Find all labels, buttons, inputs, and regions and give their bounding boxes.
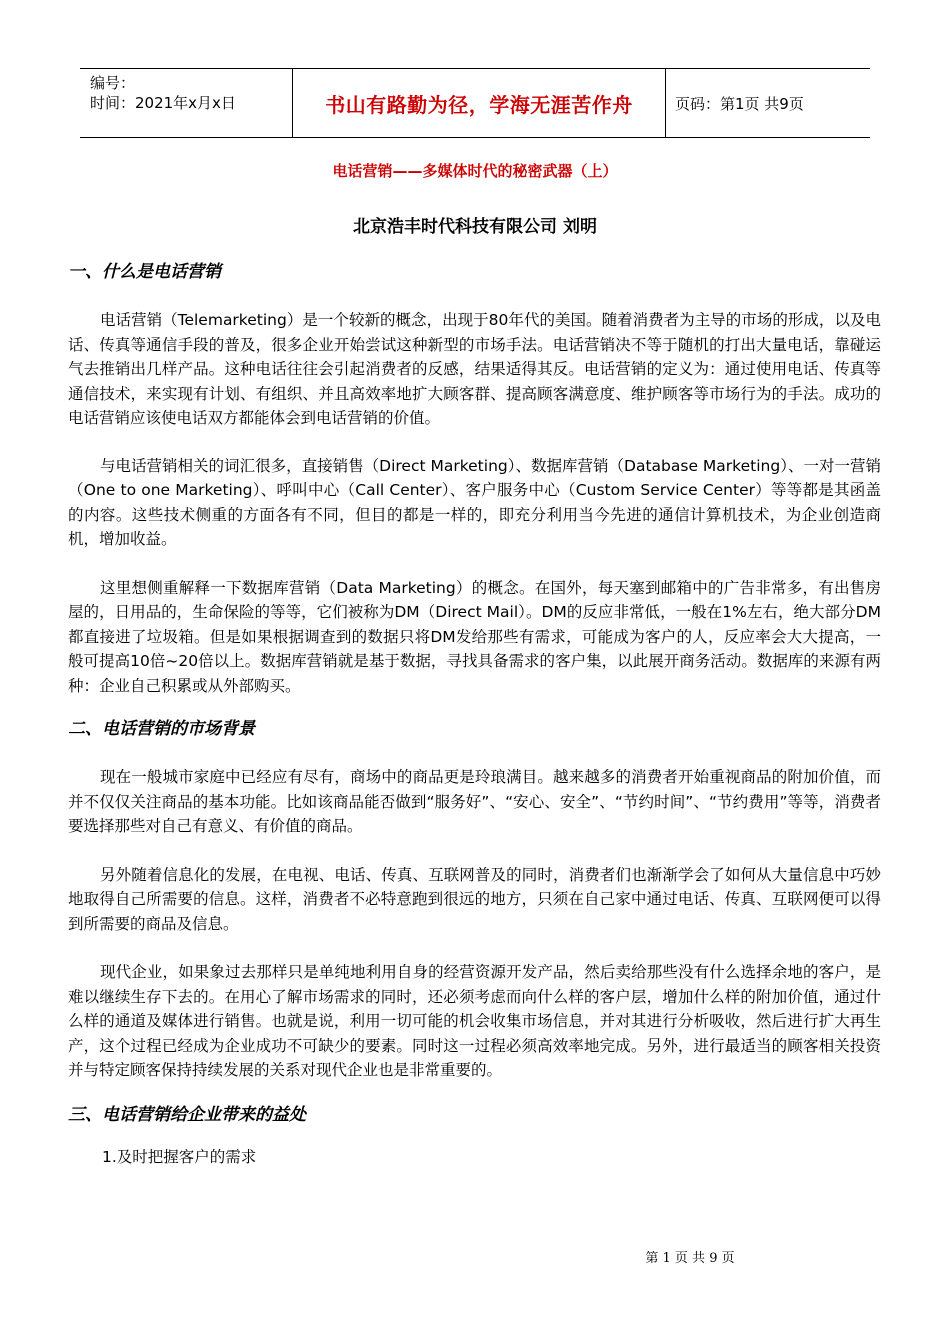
document-author: 北京浩丰时代科技有限公司 刘明	[353, 217, 597, 237]
section-heading: 一、什么是电话营销	[68, 262, 221, 282]
paragraph: 与电话营销相关的词汇很多，直接销售（Direct Marketing）、数据库营销（Database Marketing）、一对一营销（One to one Marketing）、呼叫中心（Call Center）、客户服务中心（Custom Service Center）等等都是其函盖的内容。这些技术侧重的方面各有不同，但目的都是一样的，即充分利用当今先进的通信计算机技术，为企业创造商机，增加收益。	[68, 456, 881, 548]
paragraph: 现代企业，如果象过去那样只是单纯地利用自身的经营资源开发产品，然后卖给那些没有什么选择余地的客户，是难以继续生存下去的。在用心了解市场需求的同时，还必须考虑而向什么样的客户层，增加什么样的附加价值，通过什么样的通道及媒体进行销售。也就是说，利用一切可能的机会收集市场信息，并对其进行分析吸收，然后进行扩大再生产，这个过程已经成为企业成功不可缺少的要素。同时这一过程必须高效率地完成。另外，进行最适当的顾客相关投资并与特定顾客保持持续发展的关系对现代企业也是非常重要的。	[68, 963, 881, 1079]
section-heading: 三、电话营销给企业带来的益处	[68, 1104, 306, 1125]
number-label: 编号：	[90, 74, 136, 92]
document-body	[68, 258, 881, 1169]
paragraph: 现在一般城市家庭中已经应有尽有，商场中的商品更是玲琅满目。越来越多的消费者开始重视商品的附加价值，而并不仅仅关注商品的基本功能。比如该商品能否做到“服务好”、“安心、安全”、“节约时间”、“节约费用”等等，消费者要选择那些对自己有意义、有价值的商品。	[68, 768, 881, 835]
paragraph: 另外随着信息化的发展，在电视、电话、传真、互联网普及的同时，消费者们也渐渐学会了如何从大量信息中巧妙地取得自己所需要的信息。这样，消费者不必特意跑到很远的地方，只须在自己家中通过电话、传真、互联网便可以得到所需要的商品及信息。	[68, 865, 881, 933]
page-info-text: 页码：第1页 共9页	[675, 94, 804, 113]
document-subtitle: 电话营销——多媒体时代的秘密武器（上）	[332, 162, 618, 180]
header-page-info	[666, 69, 870, 137]
header-meta	[80, 69, 292, 137]
paragraph: 电话营销（Telemarketing）是一个较新的概念，出现于80年代的美国。随着消费者为主导的市场的形成，以及电话、传真等通信手段的普及，很多企业开始尝试这种新型的市场手法。电话营销决不等于随机的打出大量电话，靠碰运气去推销出几样产品。这种电话往往会引起消费者的反感，结果适得其反。电话营销的定义为：通过使用电话、传真等通信技术，来实现有计划、有组织、并且高效率地扩大顾客群、提高顾客满意度、维护顾客等市场行为的手法。成功的电话营销应该使电话双方都能体会到电话营销的价值。	[68, 311, 881, 427]
section-heading: 二、电话营销的市场背景	[68, 719, 255, 739]
list-item: 1.及时把握客户的需求	[102, 1147, 257, 1166]
time-label: 时间：2021年x月x日	[90, 94, 236, 112]
document-header	[80, 68, 870, 138]
motto-text: 书山有路勤为径，学海无涯苦作舟	[325, 92, 633, 117]
paragraph: 这里想侧重解释一下数据库营销（Data Marketing）的概念。在国外，每天塞到邮箱中的广告非常多，有出售房屋的，日用品的，生命保险的等等，它们被称为DM（Direct Mail）。DM的反应非常低，一般在1%左右，绝大部分DM都直接进了垃圾箱。但是如果根据调查到的数据只将DM发给那些有需求，可能成为客户的人，反应率会大大提高，一般可提高10倍~20倍以上。数据库营销就是基于数据，寻找具备需求的客户集，以此展开商务活动。数据库的来源有两种：企业自己积累或从外部购买。	[68, 578, 881, 695]
header-motto	[292, 69, 666, 137]
page-footer: 第 1 页 共 9 页	[645, 1251, 735, 1266]
